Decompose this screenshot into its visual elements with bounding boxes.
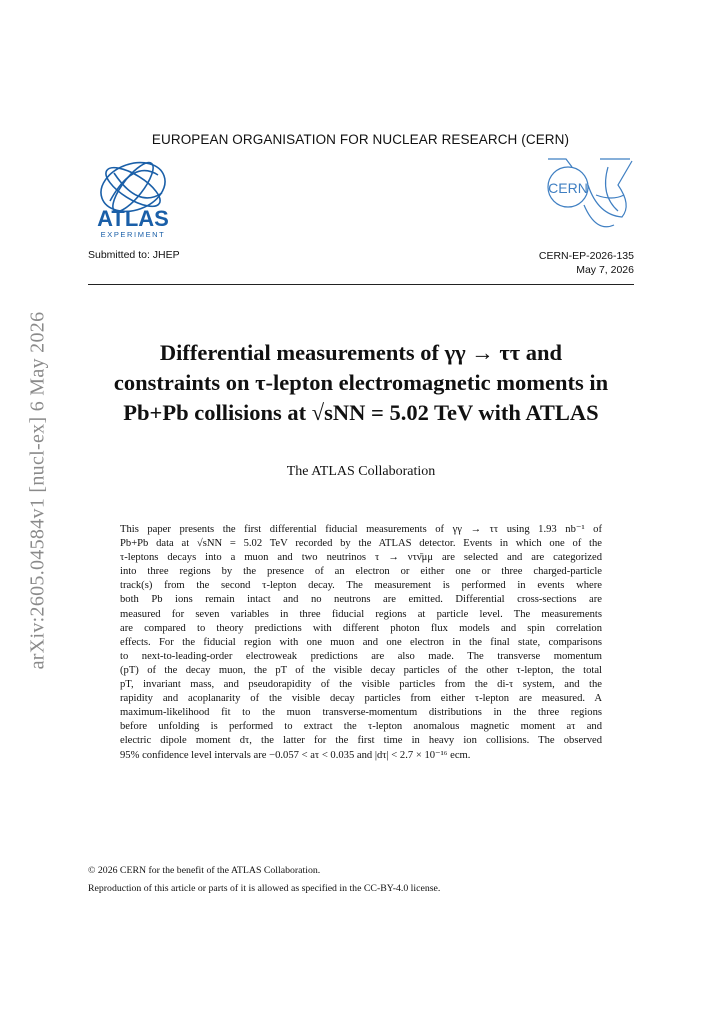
abstract-line: both Pb ions remain intact and no neutrons are emitted. Differential cross-sections are (120, 594, 602, 606)
abstract-line: pT, invariant mass, and pseudorapidity of the visible particles from the di-τ system, and the (120, 679, 602, 691)
title-line: constraints on τ-lepton electromagnetic moments in (113, 370, 609, 395)
abstract-line: This paper presents the first differential fiducial measurements of γγ → ττ using 1.93 nb⁻¹ of (120, 524, 602, 535)
title-line: Differential measurements of γγ → ττ and (159, 340, 563, 365)
abstract-line: τ-leptons decays into a muon and two neutrinos τ → ντν̄μμ are selected and are categorized (120, 552, 602, 564)
cern-logo-text: CERN (548, 180, 588, 196)
abstract-line: electric dipole moment dτ, the latter for the first time in heavy ion collisions. The observed (120, 735, 602, 747)
abstract-line: before unfolding is performed to extract the τ-lepton anomalous magnetic moment aτ and (120, 721, 602, 733)
abstract-line: track(s) from the second τ-lepton decay. The measurement is performed in events where (120, 580, 602, 592)
abstract-line: into three regions by the presence of an electron or either one or three charged-particle (120, 566, 602, 578)
abstract-line: measured for seven variables in three fiducial regions at particle level. The measurements (120, 608, 602, 620)
report-number: CERN-EP-2026-135 (538, 250, 634, 262)
abstract-line: are compared to theory predictions with different photon flux models and spin correlation (120, 622, 602, 634)
submitted-to: Submitted to: JHEP (88, 249, 180, 261)
abstract-line: 95% confidence level intervals are −0.057 < aτ < 0.035 and |dτ| < 2.7 × 10⁻¹⁶ ecm. (120, 749, 471, 761)
license-notice: Reproduction of this article or parts of it is allowed as specified in the CC-BY-4.0 license. (88, 883, 441, 894)
arxiv-identifier-text: arXiv:2605.04584v1 [nucl-ex] 6 May 2026 (26, 311, 49, 669)
arxiv-side-identifier (18, 300, 58, 680)
report-date: May 7, 2026 (576, 264, 634, 276)
copyright-notice: © 2026 CERN for the benefit of the ATLAS Collaboration. (88, 865, 321, 876)
atlas-logo-text: ATLAS (97, 206, 169, 231)
atlas-logo (88, 153, 178, 245)
paper-title (88, 338, 634, 428)
authors: The ATLAS Collaboration (286, 464, 436, 479)
header-divider (88, 284, 634, 285)
abstract-line: effects. For the fiducial region with one muon and one electron in the final state, comparisons (120, 636, 602, 648)
abstract (120, 523, 602, 763)
abstract-line: rapidity and acoplanarity of the visible decay particles from either τ-lepton are measured. A (120, 693, 602, 705)
atlas-logo-subtext: EXPERIMENT (100, 230, 166, 239)
abstract-line: to next-to-leading-order electroweak predictions are also made. The transverse momentum (120, 650, 602, 662)
organisation-header: EUROPEAN ORGANISATION FOR NUCLEAR RESEARCH (CERN) (151, 132, 570, 147)
cern-logo (538, 155, 634, 241)
copyright-footer (88, 862, 440, 898)
abstract-line: Pb+Pb data at √sNN = 5.02 TeV recorded by the ATLAS detector. Events in which one of the (120, 538, 602, 550)
title-line: Pb+Pb collisions at √sNN = 5.02 TeV with ATLAS (123, 400, 599, 425)
abstract-line: (pT) of the decay muon, the pT of the visible decay particles of the other τ-lepton, the total (120, 664, 602, 676)
abstract-line: maximum-likelihood fit to the muon transverse-momentum distributions in the three regions (120, 707, 602, 719)
report-meta (539, 249, 634, 277)
